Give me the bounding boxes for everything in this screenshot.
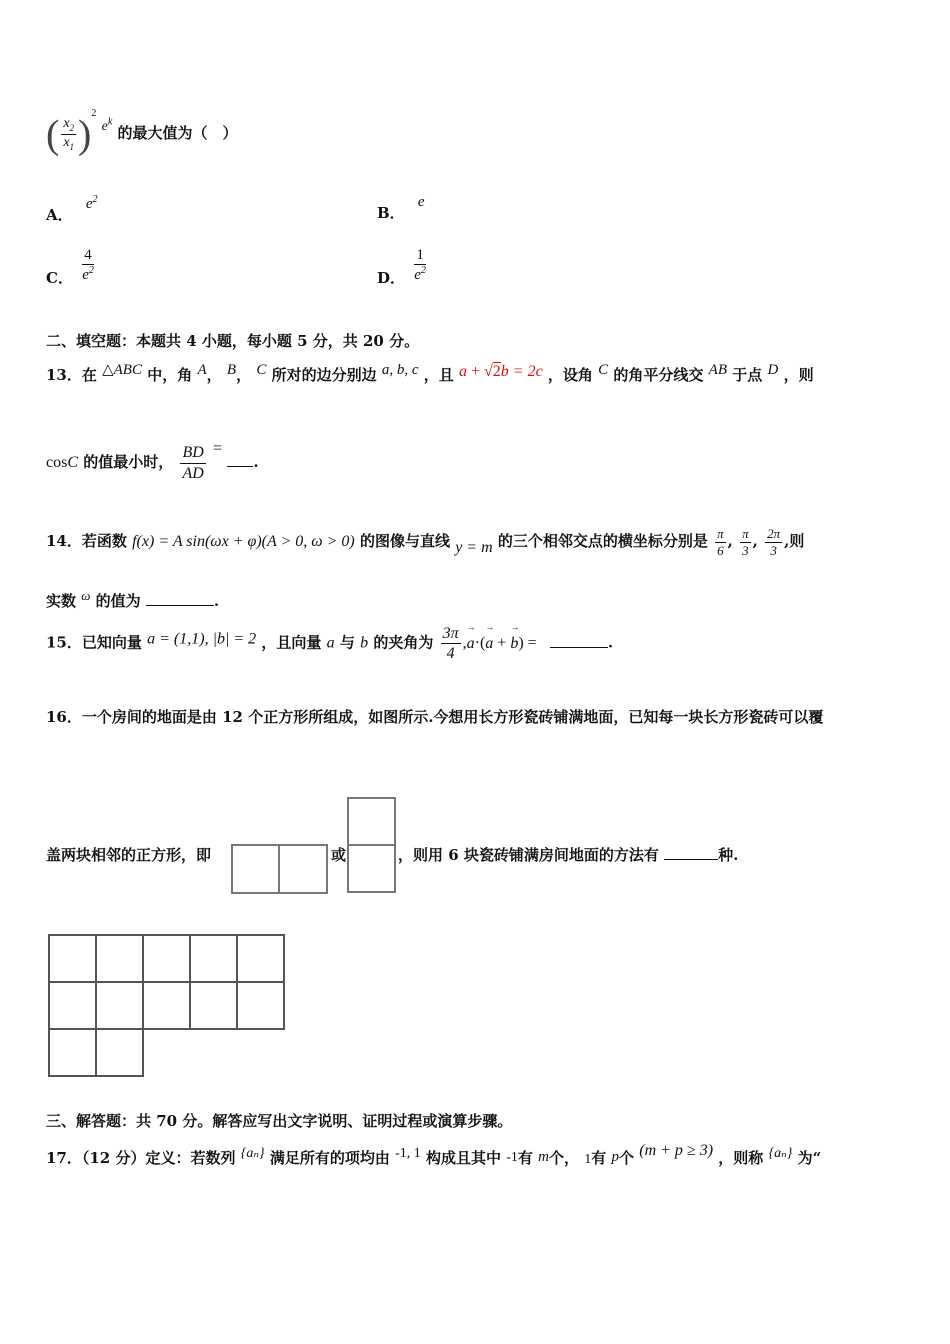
floor-cell [189,981,238,1030]
q13-answer-blank[interactable] [227,452,253,467]
floor-cell [95,934,144,983]
floor-cell [95,981,144,1030]
floor-cell [236,981,285,1030]
section-3-heading: 三、解答题：共 70 分。解答应写出文字说明、证明过程或演算步骤。 [46,1112,513,1130]
domino-vertical-bottom [347,844,396,893]
domino-vertical-top [347,797,396,846]
section-2-heading: 二、填空题：本题共 4 小题，每小题 5 分，共 20 分。 [46,332,420,350]
q13-line2: cosC 的值最小时， $\frac{BD}{AD}$ = . [46,440,259,482]
option-d: D． $\frac{1}{e^2}$ [377,247,426,287]
q13-line1: 13．在 △ABC 中，角 A， B， C 所对的边分别边 a, b, c ，且 a + √2b = 2c ，设角 C 的角平分线交 AB 于点 D ，则 [46,362,814,384]
floor-cell [236,934,285,983]
domino-horizontal-right [278,844,328,894]
q14-line1: 14．若函数 f(x) = A sin(ωx + φ)(A > 0, ω > 0) 的图像与直线 y = m 的三个相邻交点的横坐标分别是 $\frac{\pi}{6}$ , $\frac{\pi}{3}$ , $\frac{2\pi}{3}$ ,则 [46,526,805,558]
floor-cell [142,981,191,1030]
floor-cell [189,934,238,983]
q16-line2-end: ，则用 6 块瓷砖铺满房间地面的方法有 种. [398,846,739,864]
q12-expression: ( $\frac{x_2}{x_1}$ )$^2$ $e^k$ 的最大值为（ ） [46,108,238,157]
q14-line2: 实数 ω 的值为 . [46,588,220,610]
floor-cell [48,1028,97,1077]
floor-cell [48,934,97,983]
q16-line2-start: 盖两块相邻的正方形，即 [46,846,212,864]
q16-line1: 16．一个房间的地面是由 12 个正方形所组成，如图所示.今想用长方形瓷砖铺满地面，已知每一块长方形瓷砖可以覆 [46,708,824,726]
option-b: B． e [377,194,425,222]
floor-cell [48,981,97,1030]
option-a: A． $e^2$ [46,194,98,224]
q15-line: 15．已知向量 a = (1,1), |b| = 2 ，且向量 a 与 b 的夹角为 $\frac{3\pi}{4}$ ,→ a·(→ a + → b) = . [46,624,613,663]
q16-answer-blank[interactable] [664,845,718,860]
q17-line1: 17．（12 分）定义：若数列 {aₙ} 满足所有的项均由 -1, 1 构成且其中 -1有 m个， 1有 p个 (m + p ≥ 3) ，则称 {aₙ} 为“ [46,1142,822,1167]
q12-question-text: 的最大值为（ ） [117,124,238,142]
q14-answer-blank[interactable] [146,591,214,606]
option-c: C． $\frac{4}{e^2}$ [46,247,94,287]
domino-horizontal-left [231,844,280,894]
q13-condition: a + √2b = 2c [458,363,543,380]
q15-answer-blank[interactable] [550,633,608,648]
floor-cell [142,934,191,983]
q16-or: 或 [331,846,347,864]
floor-cell [95,1028,144,1077]
